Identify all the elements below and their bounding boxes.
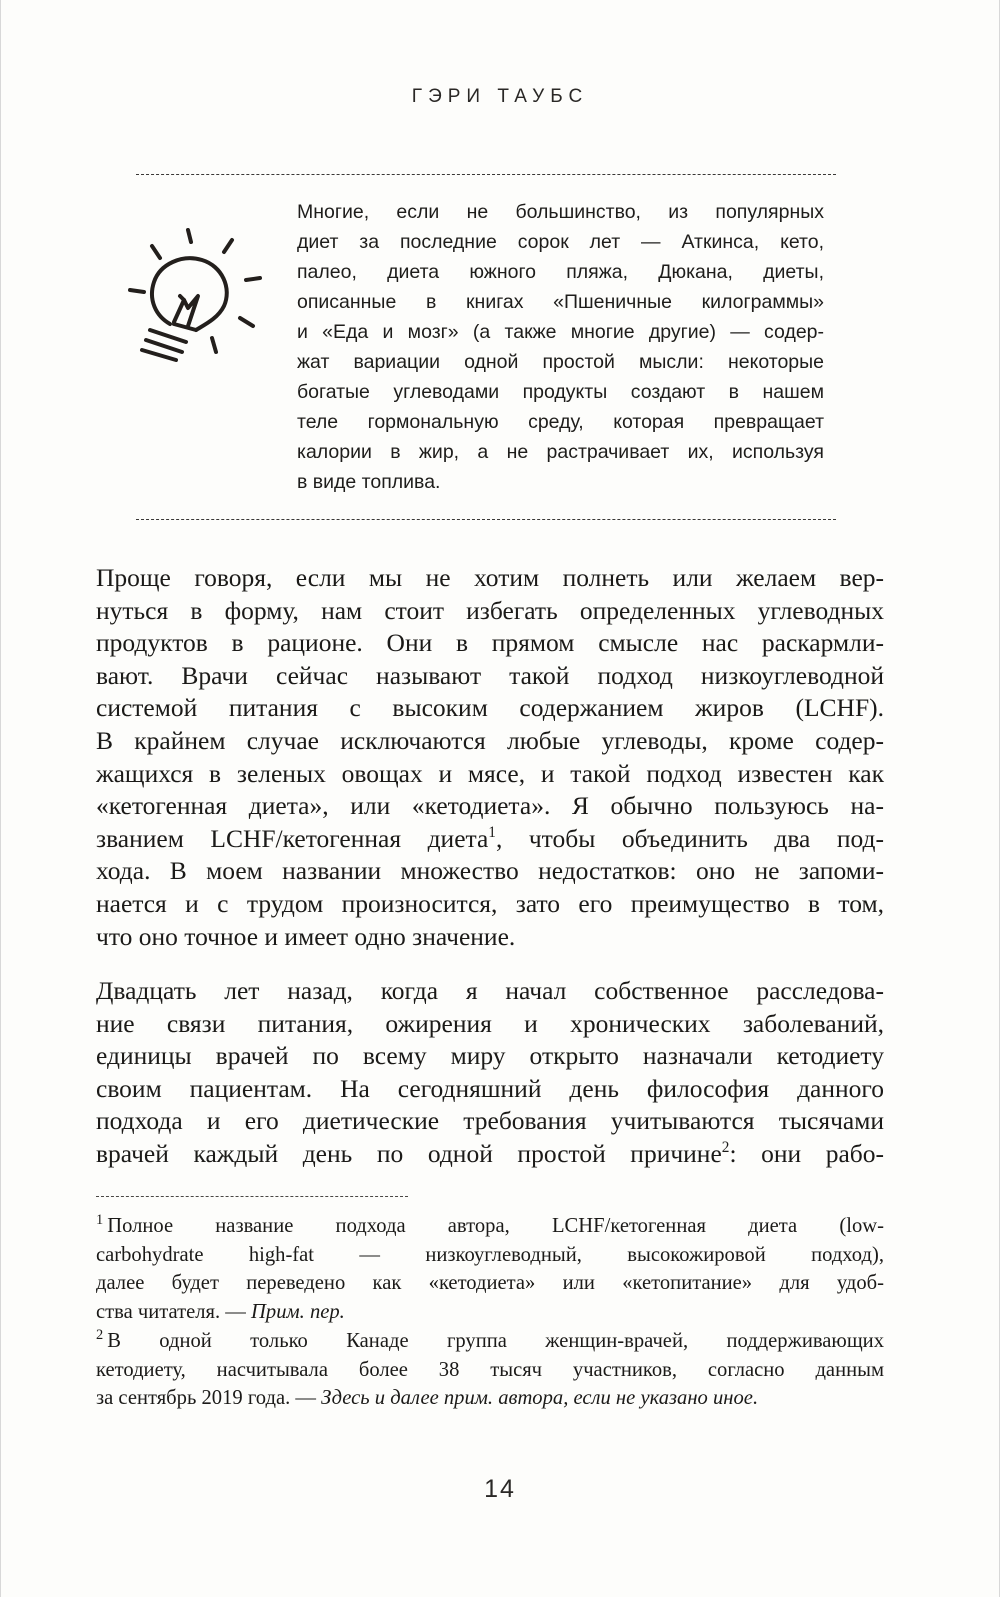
body-line	[96, 1138, 884, 1171]
body-line	[96, 823, 884, 856]
body-line: хода. В моем названии множество недостатков: оно не запоми-	[96, 856, 884, 886]
callout-top-divider	[136, 174, 836, 175]
footnote-line: далее будет переведено как «кетодиета» или «кетопитание» для удоб-	[96, 1272, 884, 1294]
body-line: своим пациентам. На сегодняшний день философия данного	[96, 1073, 884, 1103]
body-line: вают. Врачи сейчас называют такой подход низкоуглеводной	[96, 660, 884, 690]
footnote-line	[96, 1327, 884, 1356]
callout-line: палео, диета южного пляжа, Дюкана, диеты,	[297, 261, 824, 283]
footnote-number: 2	[96, 1327, 104, 1344]
callout-line: жат вариации одной простой мысли: некоторые	[297, 351, 824, 373]
body-line: продуктов в рационе. Они в прямом смысле нас раскармли-	[96, 628, 884, 658]
callout-paragraph	[297, 197, 824, 497]
callout-line: богатые углеводами продукты создают в нашем	[297, 381, 824, 403]
footnote-attribution: Прим. пер.	[251, 1300, 345, 1323]
body-line: единицы врачей по всему миру открыто назначали кетодиету	[96, 1041, 884, 1071]
body-paragraph-2	[96, 975, 884, 1171]
footnote-1	[96, 1212, 884, 1326]
callout-line: в виде топлива.	[297, 471, 441, 493]
footnote-line-text: В одной только Канаде группа женщин-врачей, поддерживающих	[107, 1330, 884, 1352]
footnote-line-text: за сентябрь 2019 года. —	[96, 1387, 322, 1409]
footnote-ref-2[interactable]: 2	[721, 1138, 730, 1156]
body-line-text: врачей каждый день по одной простой причине	[96, 1138, 722, 1168]
body-line: подхода и его диетические требования учитываются тысячами	[96, 1106, 884, 1136]
footnote-2	[96, 1327, 884, 1413]
callout-bottom-divider	[136, 519, 836, 520]
callout-line: и «Еда и мозг» (а также многие другие) — содер-	[297, 321, 824, 343]
body-line: В крайнем случае исключаются любые углеводы, кроме содер-	[96, 725, 884, 755]
footnote-line	[96, 1212, 884, 1241]
footnote-ref-1[interactable]: 1	[488, 823, 496, 841]
callout-line: теле гормональную среду, которая превращает	[297, 411, 824, 433]
footnote-line: кетодиету, насчитывала более 38 тысяч участников, согласно данным	[96, 1358, 884, 1381]
footnote-line	[96, 1298, 884, 1327]
body-line: Двадцать лет назад, когда я начал собственное расследова-	[96, 976, 884, 1005]
body-line-text: , чтобы объединить два под-	[495, 823, 884, 853]
footnotes-divider	[96, 1196, 408, 1197]
page-number: 14	[484, 1475, 516, 1503]
body-line-text: : они рабо-	[729, 1138, 884, 1168]
footnote-attribution: Здесь и далее прим. автора, если не указано иное.	[321, 1387, 759, 1409]
body-paragraph-1	[96, 562, 884, 953]
body-line: что оно точное и имеет одно значение.	[96, 921, 516, 951]
footnote-line: carbohydrate high-fat — низкоуглеводный, высокожировой подход),	[96, 1243, 884, 1266]
body-line: жащихся в зеленых овощах и мясе, и такой подход известен как	[96, 758, 884, 788]
body-line: нуться в форму, нам стоит избегать определенных углеводных	[96, 595, 884, 625]
footnote-line-text: Полное название подхода автора, LCHF/кетогенная диета (low-	[107, 1215, 884, 1237]
callout-text	[297, 197, 824, 497]
running-header: ГЭРИ ТАУБС	[411, 86, 589, 107]
callout-line: калории в жир, а не растрачивает их, используя	[297, 441, 824, 463]
body-line: нается и с трудом произносится, зато его преимущество в том,	[96, 888, 884, 918]
callout-line: Многие, если не большинство, из популярных	[297, 201, 824, 223]
footnote-number: 1	[96, 1212, 104, 1229]
body-line: Проще говоря, если мы не хотим полнеть или желаем вер-	[96, 563, 884, 592]
footnote-line-text: ства читателя. —	[96, 1300, 252, 1323]
lightbulb-icon	[126, 228, 266, 368]
body-line: «кетогенная диета», или «кетодиета». Я обычно пользуюсь на-	[96, 791, 884, 821]
footnote-line	[96, 1384, 884, 1413]
body-line: ние связи питания, ожирения и хронических заболеваний,	[96, 1008, 884, 1038]
callout-line: диет за последние сорок лет — Аткинса, кето,	[297, 231, 824, 253]
body-line: системой питания с высоким содержанием жиров (LCHF).	[96, 693, 884, 723]
body-line-text: званием LCHF/кетогенная диета	[96, 823, 489, 853]
callout-line: описанные в книгах «Пшеничные килограммы»	[297, 291, 824, 313]
